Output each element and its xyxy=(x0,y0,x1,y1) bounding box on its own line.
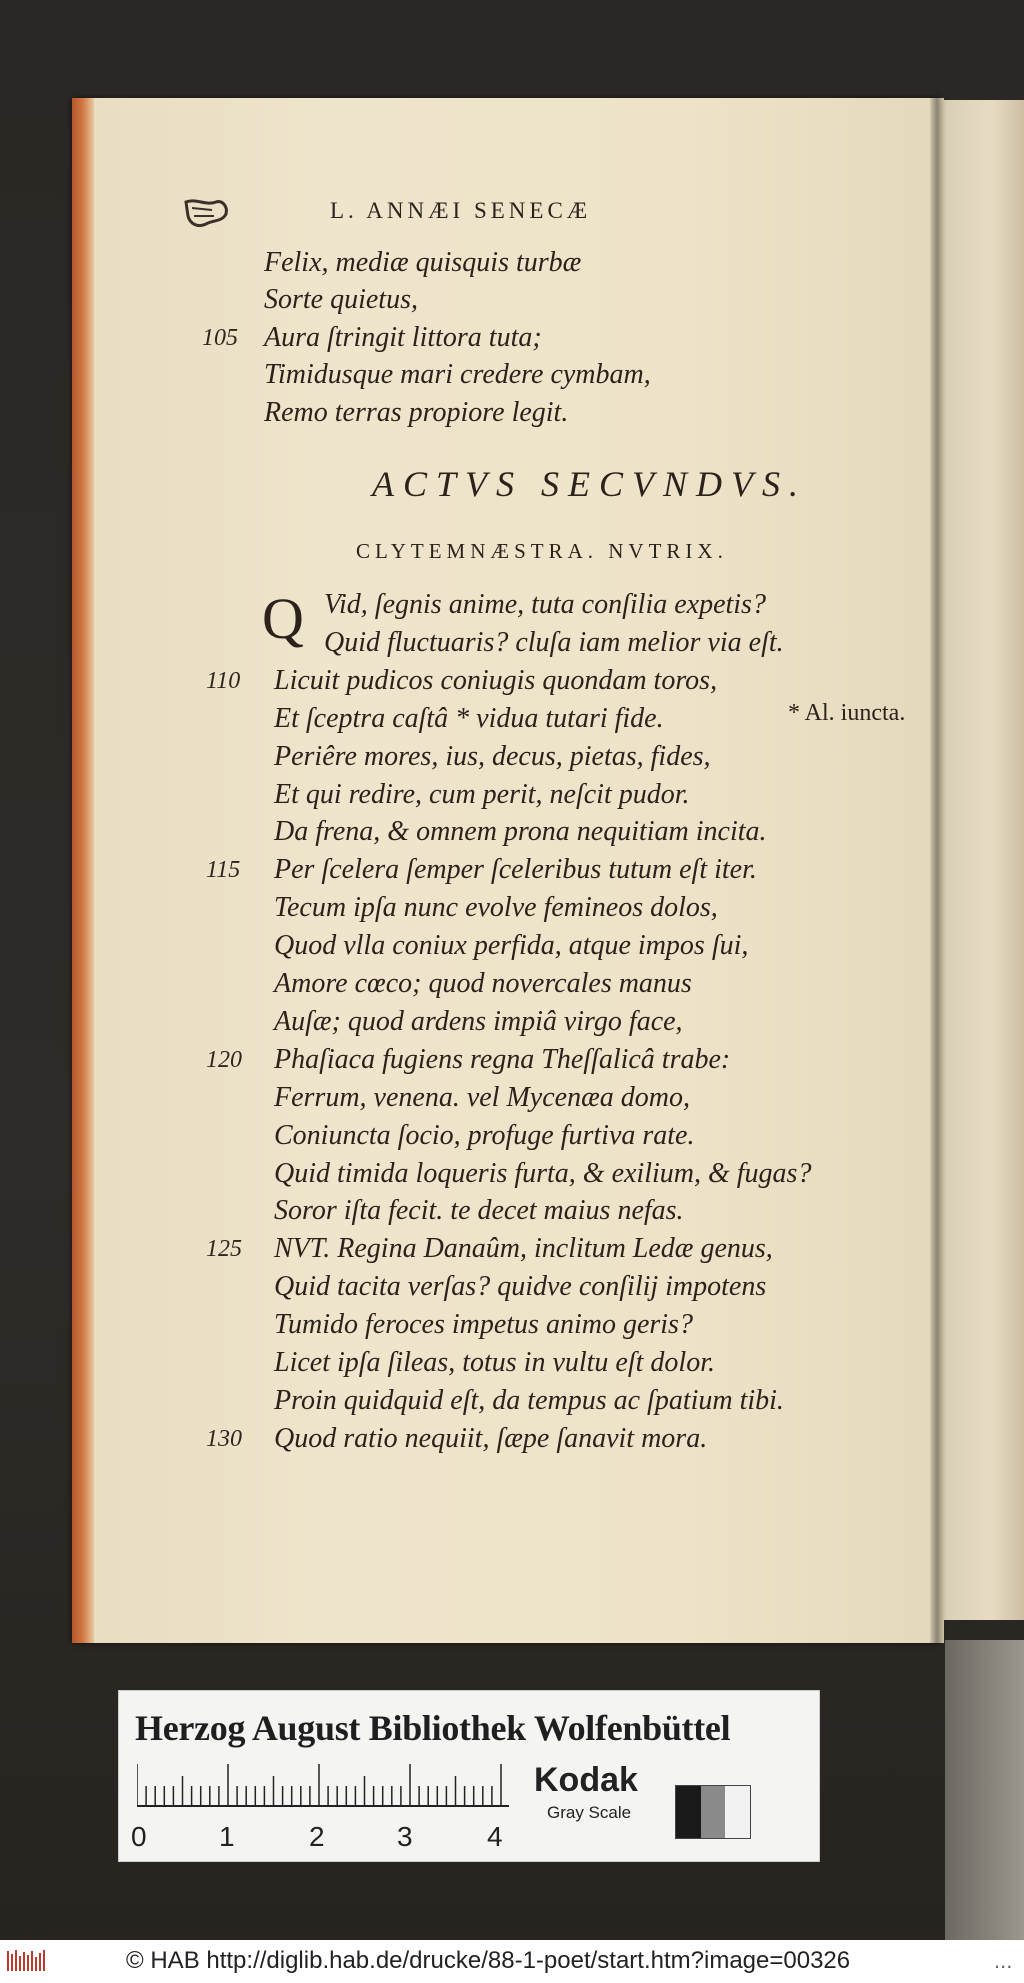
line-number: 110 xyxy=(206,668,241,694)
speech-line: Coniuncta ſocio, profuge furtiva rate. xyxy=(274,1120,695,1151)
ruler-number: 2 xyxy=(309,1821,325,1852)
ruler xyxy=(137,1763,509,1807)
verse-line: Timidusque mari credere cymbam, xyxy=(264,359,651,390)
speech-line: Quid fluctuaris? cluſa iam melior via eſt. xyxy=(324,627,784,658)
speech-line: Auſæ; quod ardens impiâ virgo face, xyxy=(274,1006,683,1037)
hab-logo-icon xyxy=(6,1948,46,1974)
speech-line: Et ſceptra caſtâ * vidua tutari fide. xyxy=(274,703,664,734)
ruler-number: 4 xyxy=(487,1821,503,1852)
line-number: 130 xyxy=(206,1426,242,1452)
speech-line: Quod ratio nequiit, ſæpe ſanavit mora. xyxy=(274,1423,708,1454)
speech-line: Soror iſta fecit. te decet maius nefas. xyxy=(274,1195,684,1226)
speech-line: Et qui redire, cum perit, neſcit pudor. xyxy=(274,779,690,810)
kodak-brand: Kodak xyxy=(534,1761,638,1799)
dramatis-personae: CLYTEMNÆSTRA. NVTRIX. xyxy=(356,539,728,563)
speech-line: Per ſcelera ſemper ſceleribus tutum eſt iter. xyxy=(274,854,757,885)
speech-line: Da frena, & omnem prona nequitiam incita. xyxy=(274,816,767,847)
verse-line: Remo terras propiore legit. xyxy=(264,397,569,428)
speech-line: Tumido feroces impetus animo geris? xyxy=(274,1309,693,1340)
running-header: L. ANNÆI SENECÆ xyxy=(330,198,592,223)
gray-scale-patches xyxy=(675,1785,751,1839)
next-page-strip xyxy=(940,100,1024,1620)
page-red-edge xyxy=(72,98,94,1643)
next-page-strip-lower xyxy=(945,1640,1024,1940)
page-gutter xyxy=(930,98,944,1643)
ruler-number: 3 xyxy=(397,1821,413,1852)
speech-line: Tecum ipſa nunc evolve femineos dolos, xyxy=(274,892,718,923)
library-label xyxy=(118,1690,820,1862)
footer-url[interactable]: © HAB http://diglib.hab.de/drucke/88-1-poet/start.htm?image=00326 xyxy=(126,1947,851,1974)
library-name: Herzog August Bibliothek Wolfenbüttel xyxy=(135,1708,731,1748)
line-number: 115 xyxy=(206,857,241,883)
act-title: ACTVS SECVNDVS. xyxy=(372,464,808,504)
speech-line: Ferrum, venena. vel Mycenæa domo, xyxy=(274,1082,690,1113)
speech-line: Quod vlla coniux perfida, atque impos ſui, xyxy=(274,930,749,961)
line-number: 125 xyxy=(206,1236,242,1262)
ornament-icon xyxy=(182,196,232,230)
line-number: 105 xyxy=(202,325,238,351)
more-icon[interactable]: ... xyxy=(994,1948,1013,1973)
speech-line: Vid, ſegnis anime, tuta conſilia expetis? xyxy=(324,589,766,620)
speech-line: Amore cœco; quod novercales manus xyxy=(274,968,692,999)
ruler-numbers xyxy=(131,1821,531,1851)
speech-line: Quid timida loqueris furta, & exilium, & fugas? xyxy=(274,1158,812,1189)
speech-line: Periêre mores, ius, decus, pietas, fides, xyxy=(274,741,711,772)
verse-line: Felix, mediæ quisquis turbæ xyxy=(264,247,582,278)
speech-line: Proin quidquid eſt, da tempus ac ſpatium tibi. xyxy=(274,1385,784,1416)
ruler-number: 1 xyxy=(219,1821,235,1852)
speech-line: Quid tacita verſas? quidve conſilij impotens xyxy=(274,1271,767,1302)
drop-cap: Q xyxy=(262,586,304,651)
line-number: 120 xyxy=(206,1047,242,1073)
footer-bar xyxy=(0,1940,1024,1983)
verse-line: Sorte quietus, xyxy=(264,284,418,315)
ruler-number: 0 xyxy=(131,1821,147,1852)
verse-line: Aura ſtringit littora tuta; xyxy=(264,322,542,353)
marginal-note: * Al. iuncta. xyxy=(788,700,906,726)
speech-line: Licet ipſa ſileas, totus in vultu eſt dolor. xyxy=(274,1347,715,1378)
speech-line: Licuit pudicos coniugis quondam toros, xyxy=(274,665,718,696)
speech-line: Phaſiaca fugiens regna Theſſalicâ trabe: xyxy=(274,1044,731,1075)
speech-line: NVT. Regina Danaûm, inclitum Ledæ genus, xyxy=(274,1233,773,1264)
gray-scale-label: Gray Scale xyxy=(547,1803,632,1822)
